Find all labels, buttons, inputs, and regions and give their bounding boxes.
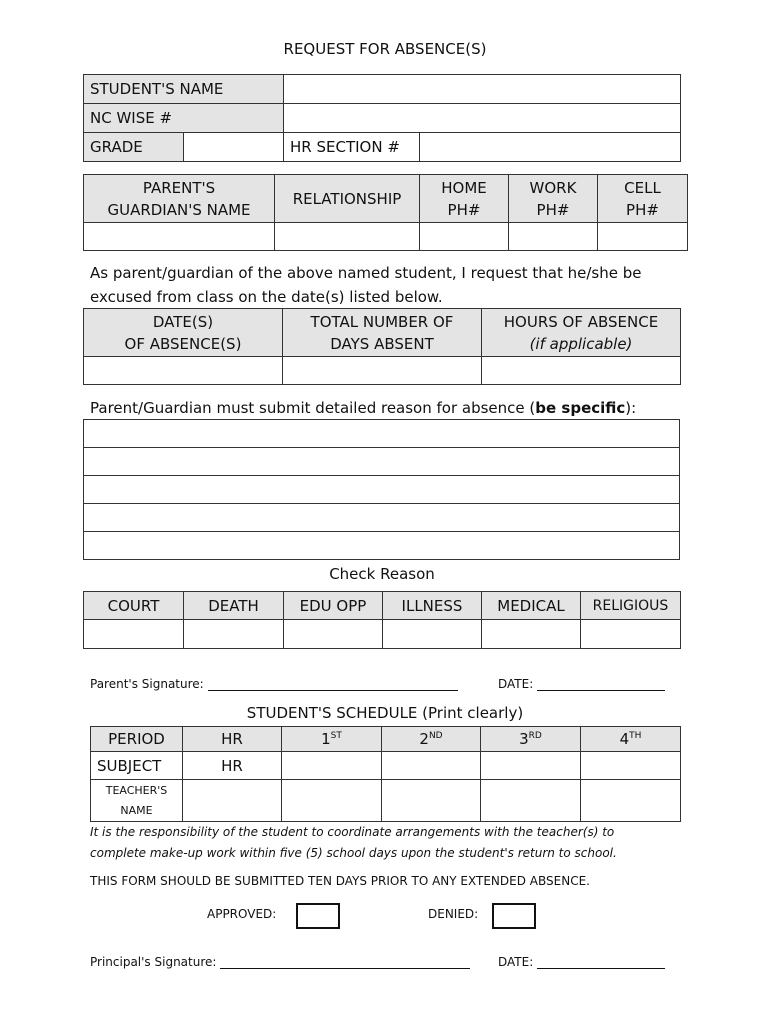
reason-emphasis: be specific — [535, 399, 626, 417]
cell-phone-header: CELL PH# — [598, 175, 688, 223]
teacher-3-field[interactable] — [481, 780, 581, 822]
form-title: REQUEST FOR ABSENCE(S) — [283, 40, 487, 58]
reason-medical-label: MEDICAL — [482, 592, 581, 620]
denied-checkbox[interactable] — [492, 903, 536, 929]
reason-lines — [83, 419, 680, 560]
total-days-field[interactable] — [283, 357, 482, 385]
subject-4-field[interactable] — [581, 752, 681, 780]
hours-header — [482, 309, 681, 357]
check-reason-table — [83, 591, 681, 649]
parent-signature-label: Parent's Signature: — [90, 677, 204, 691]
total-days-header: TOTAL NUMBER OF DAYS ABSENT — [283, 309, 482, 357]
principal-date-line[interactable] — [537, 954, 665, 969]
subject-1-field[interactable] — [282, 752, 382, 780]
hr-section-label: HR SECTION # — [284, 133, 420, 162]
reason-prompt — [90, 396, 636, 420]
parent-date-row — [498, 676, 665, 691]
principal-signature-row — [90, 954, 470, 969]
reason-line[interactable] — [84, 532, 680, 560]
guardian-table — [83, 174, 688, 251]
reason-death-check[interactable] — [184, 620, 284, 649]
reason-line[interactable] — [84, 504, 680, 532]
hours-header-label: HOURS OF ABSENCE — [503, 312, 659, 331]
reason-line[interactable] — [84, 420, 680, 448]
hours-field[interactable] — [482, 357, 681, 385]
principal-signature-label: Principal's Signature: — [90, 955, 217, 969]
approved-checkbox[interactable] — [296, 903, 340, 929]
relationship-header: RELATIONSHIP — [275, 175, 420, 223]
parent-signature-line[interactable] — [208, 676, 458, 691]
period-3-header: 3RD — [481, 727, 581, 752]
reason-line[interactable] — [84, 448, 680, 476]
check-reason-title: Check Reason — [329, 565, 435, 583]
relationship-field[interactable] — [275, 223, 420, 251]
period-2-header: 2ND — [382, 727, 481, 752]
student-name-label: STUDENT'S NAME — [84, 75, 284, 104]
subject-2-field[interactable] — [382, 752, 481, 780]
home-phone-field[interactable] — [420, 223, 509, 251]
period-label: PERIOD — [91, 727, 183, 752]
cell-phone-field[interactable] — [598, 223, 688, 251]
subject-hr: HR — [183, 752, 282, 780]
guardian-name-field[interactable] — [84, 223, 275, 251]
grade-field[interactable] — [184, 133, 284, 162]
dates-field[interactable] — [84, 357, 283, 385]
reason-court-check[interactable] — [84, 620, 184, 649]
reason-illness-label: ILLNESS — [383, 592, 482, 620]
period-4-header: 4TH — [581, 727, 681, 752]
schedule-title: STUDENT'S SCHEDULE (Print clearly) — [246, 704, 524, 722]
reason-line[interactable] — [84, 476, 680, 504]
submit-notice: THIS FORM SHOULD BE SUBMITTED TEN DAYS PRIOR TO ANY EXTENDED ABSENCE. — [90, 874, 590, 888]
period-1-header: 1ST — [282, 727, 382, 752]
student-name-field[interactable] — [284, 75, 681, 104]
reason-court-label: COURT — [84, 592, 184, 620]
approved-label: APPROVED: — [207, 907, 277, 921]
teacher-1-field[interactable] — [282, 780, 382, 822]
dates-table — [83, 308, 681, 385]
guardian-name-header: PARENT'S GUARDIAN'S NAME — [84, 175, 275, 223]
student-info-table — [83, 74, 681, 162]
teacher-4-field[interactable] — [581, 780, 681, 822]
work-phone-header: WORK PH# — [509, 175, 598, 223]
home-phone-header: HOME PH# — [420, 175, 509, 223]
reason-medical-check[interactable] — [482, 620, 581, 649]
parent-signature-row — [90, 676, 458, 691]
reason-illness-check[interactable] — [383, 620, 482, 649]
dates-header: DATE(S) OF ABSENCE(S) — [84, 309, 283, 357]
principal-signature-line[interactable] — [220, 954, 470, 969]
schedule-table — [90, 726, 681, 822]
reason-religious-label: RELIGIOUS — [581, 592, 681, 620]
reason-edu-opp-label: EDU OPP — [284, 592, 383, 620]
nc-wise-label: NC WISE # — [84, 104, 284, 133]
hr-header: HR — [183, 727, 282, 752]
reason-prompt-close: ): — [625, 399, 637, 417]
work-phone-field[interactable] — [509, 223, 598, 251]
teacher-name-label: TEACHER'S NAME — [91, 780, 183, 822]
teacher-hr-field[interactable] — [183, 780, 282, 822]
principal-date-row — [498, 954, 665, 969]
reason-death-label: DEATH — [184, 592, 284, 620]
request-text: As parent/guardian of the above named student, I request that he/she be excused from class on the date(s) listed below. — [90, 264, 642, 306]
parent-date-label: DATE: — [498, 677, 534, 691]
reason-edu-opp-check[interactable] — [284, 620, 383, 649]
parent-date-line[interactable] — [537, 676, 665, 691]
nc-wise-field[interactable] — [284, 104, 681, 133]
reason-prompt-text: Parent/Guardian must submit detailed reason for absence ( — [90, 399, 536, 417]
responsibility-text: It is the responsibility of the student to coordinate arrangements with the teacher(s) to complete make-up work within five (5) school days upon the student's return to school. — [90, 825, 617, 860]
grade-label: GRADE — [84, 133, 184, 162]
reason-religious-check[interactable] — [581, 620, 681, 649]
hr-section-field[interactable] — [420, 133, 681, 162]
principal-date-label: DATE: — [498, 955, 534, 969]
teacher-2-field[interactable] — [382, 780, 481, 822]
subject-label: SUBJECT — [91, 752, 183, 780]
subject-3-field[interactable] — [481, 752, 581, 780]
if-applicable-note: (if applicable) — [529, 334, 633, 353]
denied-label: DENIED: — [428, 907, 479, 921]
